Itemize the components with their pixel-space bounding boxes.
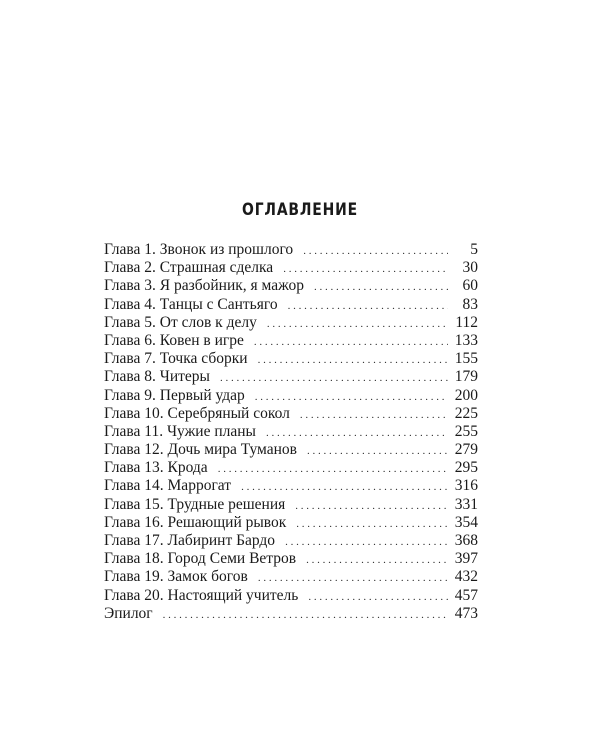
toc-entry <box>104 314 478 332</box>
toc-entry-title: Глава 13. Крода <box>104 459 208 477</box>
toc-entry-page-number: 354 <box>454 513 478 531</box>
toc-entry-page-number: 457 <box>454 586 478 604</box>
toc-entry-title: Глава 8. Читеры <box>104 368 210 386</box>
toc-entry <box>104 259 478 277</box>
toc-dot-leader <box>241 477 448 495</box>
toc-dot-leader <box>163 605 448 623</box>
toc-dot-leader <box>295 496 448 514</box>
toc-dot-leader <box>307 441 448 459</box>
toc-entry <box>104 550 478 568</box>
toc-entry-page-number: 473 <box>454 604 478 622</box>
toc-entry <box>104 587 478 605</box>
toc-entry <box>104 496 478 514</box>
toc-dot-leader <box>306 550 448 568</box>
toc-entry-title: Глава 4. Танцы с Сантьяго <box>104 295 278 313</box>
toc-dot-leader <box>314 277 448 295</box>
toc-entry-page-number: 397 <box>454 550 478 568</box>
toc-entry-page-number: 60 <box>462 277 478 295</box>
toc-entry-page-number: 133 <box>454 331 478 349</box>
toc-entry <box>104 605 478 623</box>
toc-entry-page-number: 331 <box>454 495 478 513</box>
toc-entry-page-number: 5 <box>470 241 478 258</box>
toc-dot-leader <box>285 532 448 550</box>
toc-entry-title: Эпилог <box>104 604 153 622</box>
toc-entry-title: Глава 10. Серебряный сокол <box>104 404 290 422</box>
toc-entry <box>104 332 478 350</box>
toc-entry-page-number: 225 <box>454 404 478 422</box>
toc-entry <box>104 350 478 368</box>
toc-entry-title: Глава 3. Я разбойник, я мажор <box>104 277 304 295</box>
toc-entry-page-number: 432 <box>454 568 478 586</box>
toc-entry-title: Глава 16. Решающий рывок <box>104 513 287 531</box>
toc-dot-leader <box>266 423 448 441</box>
toc-entry-title: Глава 12. Дочь мира Туманов <box>104 441 297 459</box>
toc-entry-title: Глава 5. От слов к делу <box>104 313 257 331</box>
toc-entry-title: Глава 2. Страшная сделка <box>104 259 274 277</box>
toc-dot-leader <box>220 368 448 386</box>
page-title: ОГЛАВЛЕНИЕ <box>242 200 358 220</box>
toc-dot-leader <box>308 587 448 605</box>
toc-entry-page-number: 279 <box>454 441 478 459</box>
toc-entry-page-number: 179 <box>454 368 478 386</box>
toc-dot-leader <box>288 296 448 314</box>
toc-entry-page-number: 316 <box>454 477 478 495</box>
toc-entry <box>104 368 478 386</box>
toc-entry-page-number: 112 <box>455 313 478 331</box>
toc-dot-leader <box>218 459 448 477</box>
toc-entry-page-number: 368 <box>454 532 478 549</box>
toc-entry <box>104 423 478 441</box>
toc-entry <box>104 277 478 295</box>
toc-entry <box>104 405 478 423</box>
toc-entry <box>104 296 478 314</box>
toc-dot-leader <box>303 241 448 259</box>
toc-dot-leader <box>254 332 448 350</box>
toc-entry <box>104 514 478 532</box>
toc-entry <box>104 441 478 459</box>
toc-entry-title: Глава 19. Замок богов <box>104 568 248 586</box>
toc-entry <box>104 532 478 550</box>
toc-dot-leader <box>258 350 448 368</box>
toc-entry <box>104 568 478 586</box>
toc-entry-title: Глава 15. Трудные решения <box>104 495 286 513</box>
toc-dot-leader <box>267 314 448 332</box>
toc-entry-title: Глава 7. Точка сборки <box>104 350 248 368</box>
toc-dot-leader <box>258 568 448 586</box>
toc-entry-title: Глава 17. Лабиринт Бардо <box>104 532 276 549</box>
toc-entry-title: Глава 14. Маррогат <box>104 477 232 495</box>
toc-entry-page-number: 255 <box>454 422 478 440</box>
toc-entry <box>104 387 478 405</box>
toc-entry-title: Глава 6. Ковен в игре <box>104 331 244 349</box>
toc-entry-page-number: 30 <box>462 259 478 277</box>
toc-entry <box>104 241 478 259</box>
toc-dot-leader <box>296 514 448 532</box>
toc-entry-title: Глава 11. Чужие планы <box>104 422 256 440</box>
toc-entry-title: Глава 9. Первый удар <box>104 386 245 404</box>
toc-entry-page-number: 83 <box>462 295 478 313</box>
toc-dot-leader <box>283 259 448 277</box>
toc-dot-leader <box>300 405 448 423</box>
toc-dot-leader <box>255 387 448 405</box>
toc-entry-title: Глава 20. Настоящий учитель <box>104 586 299 604</box>
toc-entry <box>104 459 478 477</box>
toc-entry-title: Глава 18. Город Семи Ветров <box>104 550 297 568</box>
toc-entry <box>104 477 478 495</box>
toc-entry-page-number: 200 <box>454 386 478 404</box>
toc-entry-title: Глава 1. Звонок из прошлого <box>104 241 294 258</box>
toc-entry-page-number: 295 <box>454 459 478 477</box>
table-of-contents <box>104 241 478 623</box>
toc-entry-page-number: 155 <box>454 350 478 368</box>
